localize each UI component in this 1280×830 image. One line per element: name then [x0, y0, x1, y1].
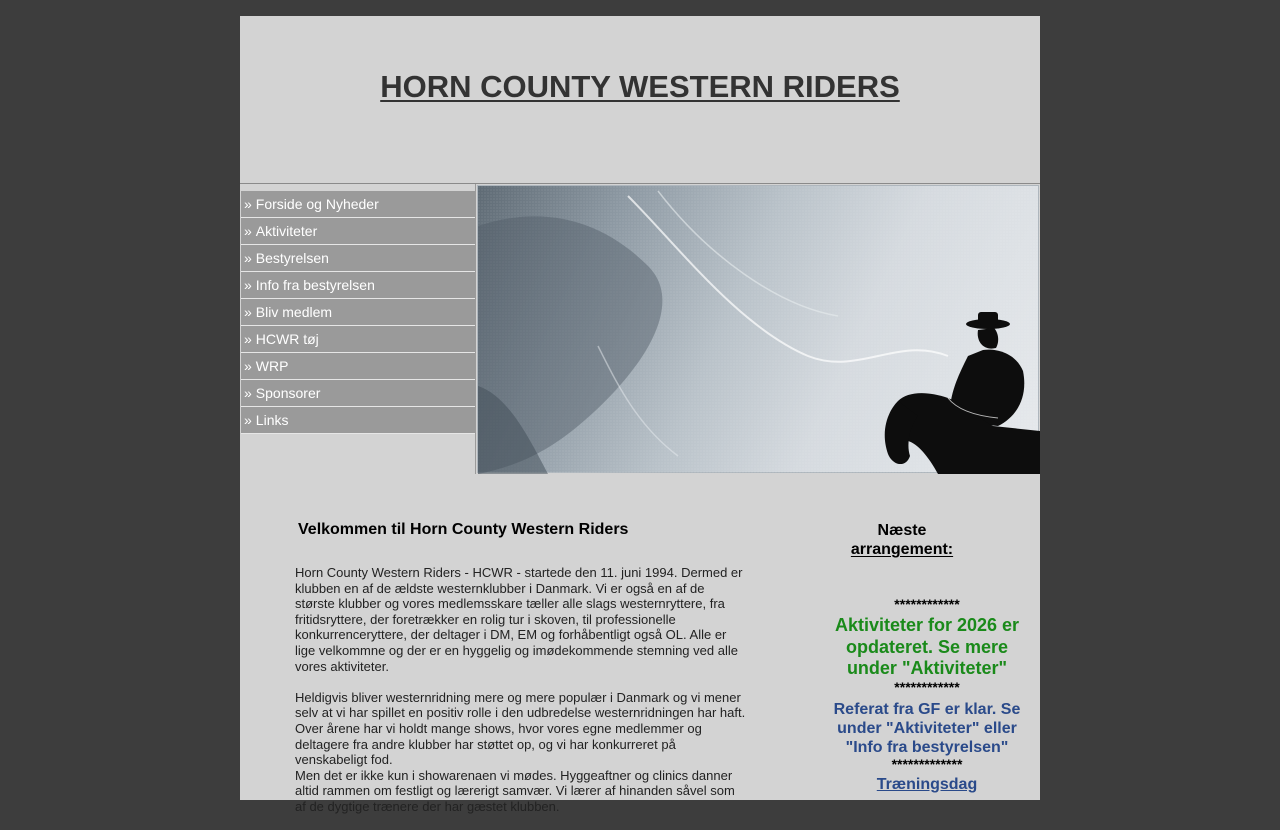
star-divider: ************ — [894, 678, 960, 695]
star-divider: ************ — [894, 596, 960, 612]
nav-item-forside[interactable] — [241, 191, 475, 218]
nav-arrow: » — [244, 223, 252, 239]
nav-item-label[interactable]: HCWR tøj — [255, 331, 319, 347]
welcome-title: Velkommen til Horn County Western Riders — [298, 521, 629, 538]
nav-item-info[interactable] — [241, 272, 475, 299]
nav-item-wrp[interactable] — [241, 353, 475, 380]
paragraph: Men det er ikke kun i showarenaen vi mødes. Hyggeaftner og clinics danner altid rammen om festligt og lærerigt samvær. Vi lærer af hinanden såvel som af de dygtige trænere der har gæstet klubben. — [295, 767, 735, 814]
main-nav — [241, 191, 475, 434]
site-title[interactable]: HORN COUNTY WESTERN RIDERS — [380, 69, 900, 104]
nav-item-label[interactable]: WRP — [255, 358, 289, 374]
nav-item-bestyrelsen[interactable] — [241, 245, 475, 272]
page-container — [240, 16, 1040, 814]
spacer — [828, 559, 1026, 597]
nav-item-label[interactable]: Sponsorer — [255, 385, 321, 401]
banner-image — [477, 185, 1039, 473]
nav-item-sponsorer[interactable] — [241, 380, 475, 407]
nav-item-label[interactable]: Aktiviteter — [255, 223, 318, 239]
nav-item-hcwr-toj[interactable] — [241, 326, 475, 353]
nav-item-links[interactable] — [241, 407, 475, 434]
nav-divider — [475, 184, 476, 474]
nav-item-label[interactable]: Forside og Nyheder — [255, 196, 379, 212]
nav-arrow: » — [244, 304, 252, 320]
next-event-line1: Næste — [877, 522, 927, 539]
star-divider: ************* — [891, 755, 963, 772]
welcome-body — [295, 565, 747, 830]
nav-item-bliv-medlem[interactable] — [241, 299, 475, 326]
nav-item-label[interactable]: Bliv medlem — [255, 304, 333, 320]
gf-minutes-notice: Referat fra GF er klar. Se under "Aktiviteter" eller "Info fra bestyrelsen" — [833, 700, 1021, 756]
next-event-title — [778, 521, 1026, 559]
training-day-link[interactable]: Træningsdag — [876, 775, 978, 793]
activities-update-notice: Aktiviteter for 2026 er opdateret. Se mere under "Aktiviteter" — [834, 615, 1020, 678]
header — [240, 16, 1040, 184]
nav-arrow: » — [244, 250, 252, 266]
nav-arrow: » — [244, 385, 252, 401]
next-event-line2-wrap — [778, 540, 1026, 559]
nav-item-label[interactable]: Links — [255, 412, 289, 428]
nav-arrow: » — [244, 196, 252, 212]
nav-arrow: » — [244, 277, 252, 293]
nav-arrow: » — [244, 358, 252, 374]
nav-arrow: » — [244, 412, 252, 428]
paragraph: Heldigvis bliver westernridning mere og mere populær i Danmark og vi mener selv at vi har spillet en positiv rolle i den udbredelse westernridningen har haft. Over årene har vi holdt mange shows, hvor vores egne medlemmer og deltagere fra andre klubber har støttet op, og vi har konkurreret på venskabeligt fod. — [295, 689, 746, 768]
paragraph: Horn County Western Riders - HCWR - startede den 11. juni 1994. Dermed er klubben en af de ældste westernklubber i Danmark. Vi er også en af de største klubber og vores medlemsskare tæller alle slags westernryttere, fra fritidsryttere, der foretrækker en rolig tur i skoven, til professionelle konkurrenceryttere, der deltager i DM, EM og forhåbentligt også OL. Alle er lige velkommne og der er en hyggelig og imødekommende stemning ved alle vores aktiviteter. — [295, 565, 743, 674]
banner-illustration — [478, 186, 1040, 474]
next-event-line2: arrangement: — [850, 541, 954, 558]
nav-item-aktiviteter[interactable] — [241, 218, 475, 245]
next-event-panel — [828, 521, 1026, 794]
nav-item-label[interactable]: Bestyrelsen — [255, 250, 329, 266]
nav-arrow: » — [244, 331, 252, 347]
nav-item-label[interactable]: Info fra bestyrelsen — [255, 277, 375, 293]
